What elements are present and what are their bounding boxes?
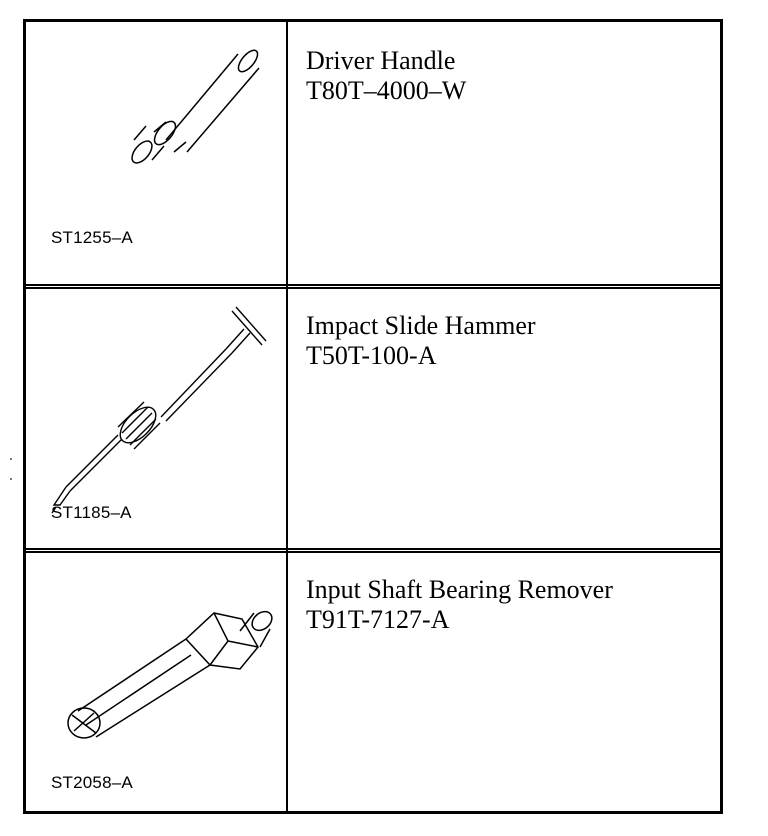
tool-illustration — [26, 287, 286, 548]
scan-speck — [10, 478, 12, 480]
tool-description — [306, 311, 536, 371]
scan-speck — [10, 458, 12, 460]
tool-description — [306, 46, 466, 106]
tool-row — [26, 551, 720, 811]
row-divider — [26, 548, 720, 550]
tool-row — [26, 287, 720, 548]
figure-id: ST2058–A — [51, 773, 133, 792]
bearing-remover-icon — [26, 551, 286, 811]
tool-name: Input Shaft Bearing Remover — [306, 575, 613, 604]
special-tools-table — [23, 19, 723, 814]
tool-illustration — [26, 551, 286, 811]
tool-row — [26, 22, 720, 284]
figure-id: ST1255–A — [51, 228, 133, 247]
tool-part-number: T80T–4000–W — [306, 76, 467, 105]
tool-description — [306, 575, 613, 635]
tool-part-number: T91T-7127-A — [306, 605, 450, 634]
tool-illustration — [26, 22, 286, 284]
tool-part-number: T50T-100-A — [306, 341, 437, 370]
row-divider — [26, 284, 720, 286]
tool-name: Driver Handle — [306, 46, 456, 75]
figure-id: ST1185–A — [51, 503, 132, 522]
tool-name: Impact Slide Hammer — [306, 311, 536, 340]
